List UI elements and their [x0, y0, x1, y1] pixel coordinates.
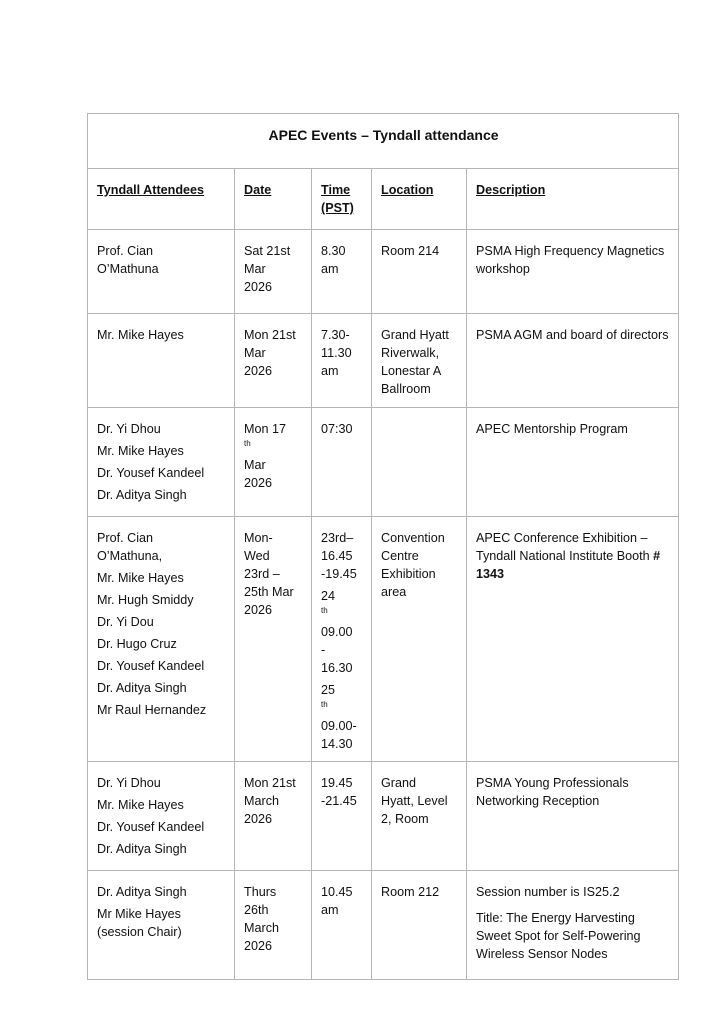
location-line: Grand [381, 776, 417, 790]
time-day-suffix: th [321, 699, 328, 709]
attendee-name: Dr. Aditya Singh [97, 681, 187, 695]
time-line: -21.45 [321, 794, 357, 808]
table-row [88, 314, 679, 408]
date-line: Sat 21st [244, 244, 291, 258]
date-line: 2026 [244, 939, 273, 953]
time-line: am [321, 262, 339, 276]
time-line: 19.45 [321, 776, 353, 790]
location-line: Room 212 [381, 885, 440, 899]
attendee-name: Dr. Yousef Kandeel [97, 820, 205, 834]
header-time-zone: (PST) [321, 201, 354, 215]
header-attendees: Tyndall Attendees [88, 169, 235, 230]
date-line: 2026 [244, 603, 273, 617]
location-line: Convention [381, 531, 445, 545]
events-table [87, 113, 679, 980]
time-cell [312, 762, 372, 871]
time-line: 16.30 [321, 661, 353, 675]
attendee-name: Dr. Yi Dhou [97, 776, 161, 790]
date-line: Mon- [244, 531, 273, 545]
attendee-name: Dr. Yi Dou [97, 615, 154, 629]
description-text: Session number is IS25.2 [476, 885, 620, 899]
attendee-name: Dr. Yousef Kandeel [97, 659, 205, 673]
date-line: 25th Mar [244, 585, 294, 599]
location-line: Ballroom [381, 382, 431, 396]
time-cell [312, 517, 372, 762]
attendees-cell: Mr. Mike Hayes [88, 314, 235, 408]
date-line: Mar [244, 262, 266, 276]
booth-number: # 1343 [476, 549, 661, 581]
date-line: 2026 [244, 476, 273, 490]
time-line [321, 681, 363, 717]
date-line: 23rd – [244, 567, 280, 581]
date-line: 2026 [244, 280, 273, 294]
location-cell [372, 408, 467, 517]
location-line: Riverwalk, [381, 346, 440, 360]
location-cell [372, 762, 467, 871]
table-row [88, 408, 679, 517]
location-line: Centre [381, 549, 419, 563]
attendee-name: Dr. Yi Dhou [97, 422, 161, 436]
location-cell [372, 517, 467, 762]
location-line: 2, Room [381, 812, 429, 826]
time-line: 09.00- [321, 719, 357, 733]
attendee-name: Dr. Aditya Singh [97, 842, 187, 856]
date-line: March [244, 921, 279, 935]
header-date: Date [235, 169, 312, 230]
date-line: 2026 [244, 812, 273, 826]
date-cell [235, 762, 312, 871]
description-cell: APEC Mentorship Program [467, 408, 679, 517]
date-cell [235, 517, 312, 762]
date-line [244, 420, 303, 456]
attendee-name: Dr. Aditya Singh [97, 885, 187, 899]
time-line: -19.45 [321, 567, 357, 581]
date-line: Mon 21st [244, 328, 296, 342]
location-line: Exhibition [381, 567, 436, 581]
table-title: APEC Events – Tyndall attendance [88, 114, 679, 169]
description-cell [467, 517, 679, 762]
header-row [88, 169, 679, 230]
time-line: 23rd– [321, 531, 354, 545]
header-description: Description [467, 169, 679, 230]
date-line: 2026 [244, 364, 273, 378]
time-line: 8.30 [321, 244, 346, 258]
attendee-name: Mr. Hugh Smiddy [97, 593, 194, 607]
description-text: APEC Conference Exhibition – Tyndall National Institute Booth [476, 531, 650, 563]
attendee-name: Mr. Mike Hayes [97, 798, 184, 812]
time-line: 07:30 [321, 422, 353, 436]
time-cell [312, 314, 372, 408]
attendee-name: Mr Raul Hernandez [97, 703, 207, 717]
date-line: Wed [244, 549, 270, 563]
attendee-name: Dr. Yousef Kandeel [97, 466, 205, 480]
title-row [88, 114, 679, 169]
attendee-name: Dr. Hugo Cruz [97, 637, 177, 651]
time-day: 24 [321, 589, 336, 603]
location-line: Hyatt, Level [381, 794, 448, 808]
attendee-name: Prof. Cian O’Mathuna [97, 244, 159, 276]
date-cell [235, 871, 312, 980]
date-line: Mar [244, 346, 266, 360]
attendee-name: Mr. Mike Hayes [97, 571, 184, 585]
attendee-name: Mr Mike Hayes (session Chair) [97, 907, 182, 939]
time-line: 10.45 [321, 885, 353, 899]
table-row [88, 762, 679, 871]
attendees-cell [88, 762, 235, 871]
time-cell [312, 408, 372, 517]
date-line: Mon 21st [244, 776, 296, 790]
location-line: Grand Hyatt [381, 328, 449, 342]
time-line: 16.45 [321, 549, 353, 563]
time-line: - [321, 643, 326, 657]
location-cell [372, 314, 467, 408]
description-cell: PSMA High Frequency Magnetics workshop [467, 230, 679, 314]
time-cell [312, 871, 372, 980]
table-row [88, 517, 679, 762]
description-cell [467, 871, 679, 980]
attendees-cell [88, 230, 235, 314]
attendees-cell [88, 517, 235, 762]
table-row [88, 230, 679, 314]
time-line: 7.30- [321, 328, 350, 342]
location-line: Room 214 [381, 244, 440, 258]
header-location: Location [372, 169, 467, 230]
location-cell [372, 230, 467, 314]
date-line: Mar [244, 458, 266, 472]
description-cell: PSMA Young Professionals Networking Reception [467, 762, 679, 871]
location-line: area [381, 585, 407, 599]
date-line: 26th [244, 903, 269, 917]
date-cell [235, 230, 312, 314]
time-line: 09.00 [321, 625, 353, 639]
time-line [321, 587, 363, 623]
session-title: Title: The Energy Harvesting Sweet Spot for Self-Powering Wireless Sensor Nodes [476, 911, 641, 961]
attendee-name: Dr. Aditya Singh [97, 488, 187, 502]
time-line: am [321, 903, 339, 917]
attendee-name: Mr. Mike Hayes [97, 444, 184, 458]
description-cell: PSMA AGM and board of directors [467, 314, 679, 408]
location-line: Lonestar A [381, 364, 442, 378]
time-line: 11.30 [321, 346, 352, 360]
date-cell [235, 408, 312, 517]
time-line: am [321, 364, 339, 378]
attendees-cell [88, 408, 235, 517]
date-day: Mon 17 [244, 422, 287, 436]
date-line: March [244, 794, 279, 808]
time-line: 14.30 [321, 737, 353, 751]
attendee-name: Prof. Cian O’Mathuna, [97, 531, 163, 563]
date-cell [235, 314, 312, 408]
date-suffix: th [244, 438, 251, 448]
time-day: 25 [321, 683, 336, 697]
header-time-label: Time [321, 183, 351, 197]
attendees-cell [88, 871, 235, 980]
header-time [312, 169, 372, 230]
date-line: Thurs [244, 885, 277, 899]
time-day-suffix: th [321, 605, 328, 615]
location-cell [372, 871, 467, 980]
time-cell [312, 230, 372, 314]
table-row [88, 871, 679, 980]
